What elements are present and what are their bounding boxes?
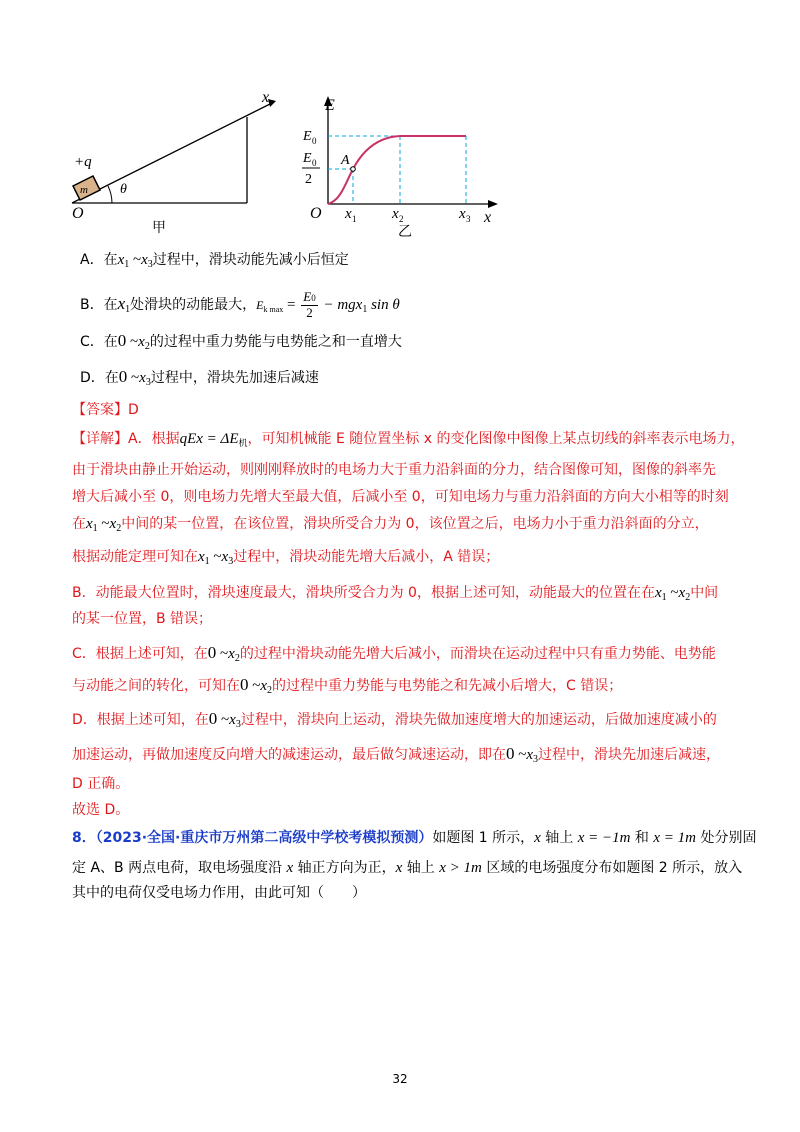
caption-right: 乙 <box>398 224 412 240</box>
incline-arrowhead <box>268 99 276 107</box>
conclusion: 故选 D。 <box>72 802 130 818</box>
angle-arc <box>108 186 112 203</box>
option-b: B．在$x_1$处滑块的动能最大，$E_{k max}$ = $\frac{E0}{2}$ − mgx$_1$ sin θ <box>80 289 400 320</box>
explanation-line-3: 增大后减小至 0，则电场力先增大至最大值，后减小至 0，可知电场力与重力沿斜面的方向大小相等的时刻 <box>72 489 729 505</box>
origin-label-left: O <box>72 205 84 222</box>
energy-curve <box>328 136 466 204</box>
y-axis-label: E <box>325 97 335 114</box>
mass-label: m <box>80 184 88 196</box>
q8-line-3: 其中的电荷仅受电场力作用，由此可知（ ） <box>72 885 366 901</box>
frac-e0-over-2: $\frac{E0}{2}$ <box>303 289 316 320</box>
option-c: C．在0 $\sim x_2$的过程中重力势能与电势能之和一直增大 <box>80 331 402 352</box>
incline-axis <box>72 103 272 203</box>
q8-line-2: 定 A、B 两点电荷，取电场强度沿 x 轴正方向为正，x 轴上 x > 1m 区域的电场强度分布如题图 2 所示，放入 <box>72 860 743 876</box>
q8-number: 8． <box>72 830 96 846</box>
x-tick-2: x <box>392 206 399 222</box>
option-d: D．在0 $\sim x_3$过程中，滑块先加速后减速 <box>80 367 319 388</box>
x-tick-1: x <box>345 206 352 222</box>
y-tick-half-num-sub: 0 <box>312 158 317 168</box>
x-tick-2-sub: 2 <box>399 214 404 224</box>
charge-label: +q <box>74 154 92 170</box>
explanation-c-line-1: C．根据上述可知，在0 $\sim x_2$的过程中滑块动能先增大后减小，而滑块在运动过程中只有重力势能、电势能 <box>72 643 716 664</box>
explanation-d-line-3: D 正确。 <box>72 776 130 792</box>
explanation-d-line-2: 加速运动，再做加速度反向增大的减速运动，最后做匀减速运动，即在0 $\sim x_3$过程中，滑块先加速后减速， <box>72 744 721 765</box>
x-tick-3-sub: 3 <box>466 214 471 224</box>
explanation-line-4: 在$x_1$ $\sim x_2$中间的某一位置，在该位置，滑块所受合力为 0，该位置之后，电场力小于重力沿斜面的分立， <box>72 516 709 534</box>
energy-graph <box>302 96 498 240</box>
page-number: 32 <box>392 1072 408 1086</box>
explanation-line-1: 【详解】A．根据qEx = $\Delta E_机$，可知机械能 E 随位置坐标 x 的变化图像中图像上某点切线的斜率表示电场力， <box>72 431 745 449</box>
y-tick-half-num: E <box>303 151 312 166</box>
x-tick-1-sub: 1 <box>352 214 357 224</box>
q8-line-1: 8．（2023·全国·重庆市万州第二高级中学校考模拟预测）如题图 1 所示，x 轴上 x = −1m 和 x = 1m 处分别固 <box>72 830 757 846</box>
explanation-d-line-1: D．根据上述可知，在0 $\sim x_3$过程中，滑块向上运动，滑块先做加速度增大的加速运动，后做加速度减小的 <box>72 709 717 730</box>
x-axis-label: x <box>484 209 492 226</box>
y-tick-e0-sub: 0 <box>312 136 317 146</box>
caption-left: 甲 <box>152 220 166 236</box>
explanation-line-5: 根据动能定理可知在$x_1$ $\sim x_3$过程中，滑块动能先增大后减小，A 错误； <box>72 549 500 567</box>
origin-label-right: O <box>310 205 322 222</box>
q8-source: （2023·全国·重庆市万州第二高级中学校考模拟预测） <box>95 830 433 846</box>
explanation-b-line-1: B．动能最大位置时，滑块速度最大，滑块所受合力为 0，根据上述可知，动能最大的位置在在$x_1$ $\sim x_2$中间 <box>72 585 719 603</box>
incline-figure <box>72 89 276 236</box>
figures-svg <box>0 0 800 250</box>
x-tick-3: x <box>459 206 466 222</box>
explanation-line-2: 由于滑块由静止开始运动，则刚刚释放时的电场力大于重力沿斜面的分力，结合图像可知，图像的斜率先 <box>72 462 716 478</box>
angle-label: θ <box>120 182 127 197</box>
explanation-c-line-2: 与动能之间的转化，可知在0 $\sim x_2$的过程中重力势能与电势能之和先减小后增大，C 错误； <box>72 675 623 696</box>
y-tick-e0: E <box>303 129 312 144</box>
explanation-b-line-2: 的某一位置，B 错误； <box>72 611 213 627</box>
x-arrowhead <box>488 200 498 208</box>
point-a <box>351 167 356 172</box>
point-a-label: A <box>341 153 350 168</box>
answer: 【答案】D <box>72 402 139 418</box>
axis-label-left: x <box>262 89 270 106</box>
option-a: A．在$x_1$ $\sim x_3$过程中，滑块动能先减小后恒定 <box>80 252 349 270</box>
y-tick-half-den: 2 <box>305 172 312 187</box>
